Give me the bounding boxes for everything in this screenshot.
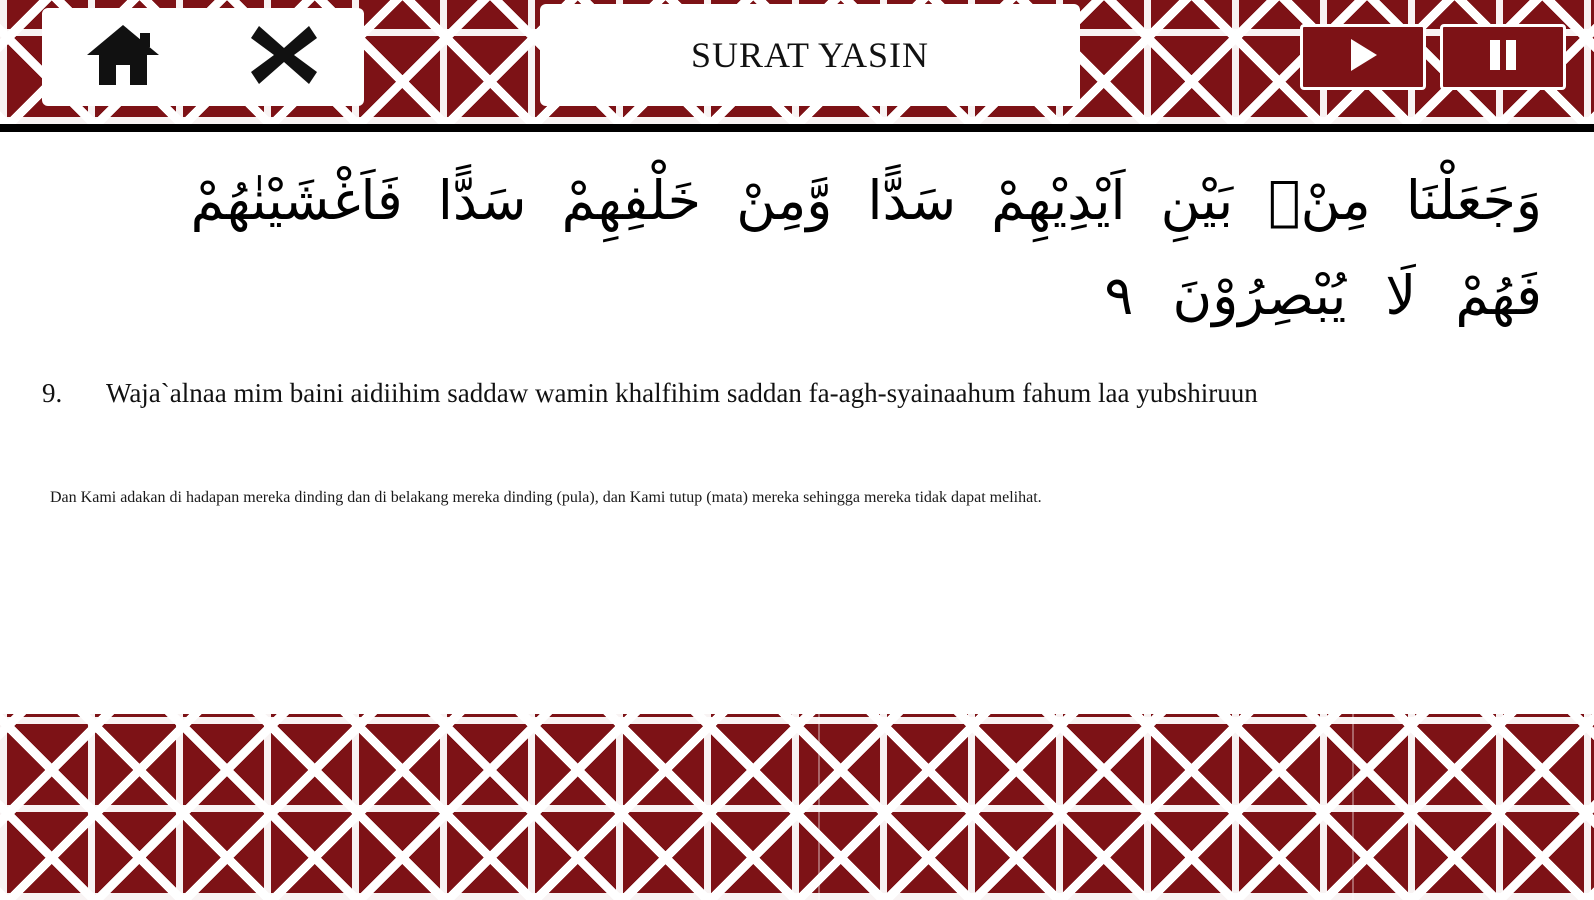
transliteration-text: Waja`alnaa mim baini aidiihim saddaw wamin khalfihim saddan fa-agh-syainaahum fahum laa yubshiruun bbox=[106, 378, 1258, 409]
pause-icon bbox=[1483, 35, 1523, 80]
transliteration-row bbox=[12, 336, 1582, 409]
pattern-seam-left bbox=[818, 714, 820, 900]
home-icon bbox=[84, 21, 162, 94]
page-title: SURAT YASIN bbox=[690, 35, 930, 75]
top-toolbar bbox=[0, 0, 1594, 124]
home-button[interactable] bbox=[68, 15, 178, 99]
media-controls-group bbox=[1300, 24, 1566, 90]
play-icon bbox=[1343, 35, 1383, 80]
pause-button[interactable] bbox=[1440, 24, 1566, 90]
bottom-decorative-band bbox=[0, 714, 1594, 900]
play-button[interactable] bbox=[1300, 24, 1426, 90]
title-panel bbox=[540, 4, 1080, 106]
close-icon bbox=[249, 22, 319, 93]
verse-content-panel bbox=[12, 132, 1582, 714]
left-controls-group bbox=[42, 8, 364, 106]
translation-text: Dan Kami adakan di hadapan mereka dinding dan di belakang mereka dinding (pula), dan Kami tutup (mata) mereka sehingga mereka tidak dapat melihat. bbox=[50, 489, 1042, 507]
verse-number: 9. bbox=[42, 378, 63, 409]
pattern-seam-right bbox=[1352, 714, 1354, 900]
toolbar-divider bbox=[0, 124, 1594, 132]
arabic-verse-line-2: فَهُمْ لَا يُبْصِرُوْنَ ٩ bbox=[1104, 264, 1542, 328]
close-button[interactable] bbox=[229, 15, 339, 99]
arabic-verse-line-1: وَجَعَلْنَا مِنْۢ بَيْنِ اَيْدِيْهِمْ سَدًّا وَّمِنْ خَلْفِهِمْ سَدًّا فَاَغْشَيْنٰهُمْ bbox=[190, 169, 1542, 232]
